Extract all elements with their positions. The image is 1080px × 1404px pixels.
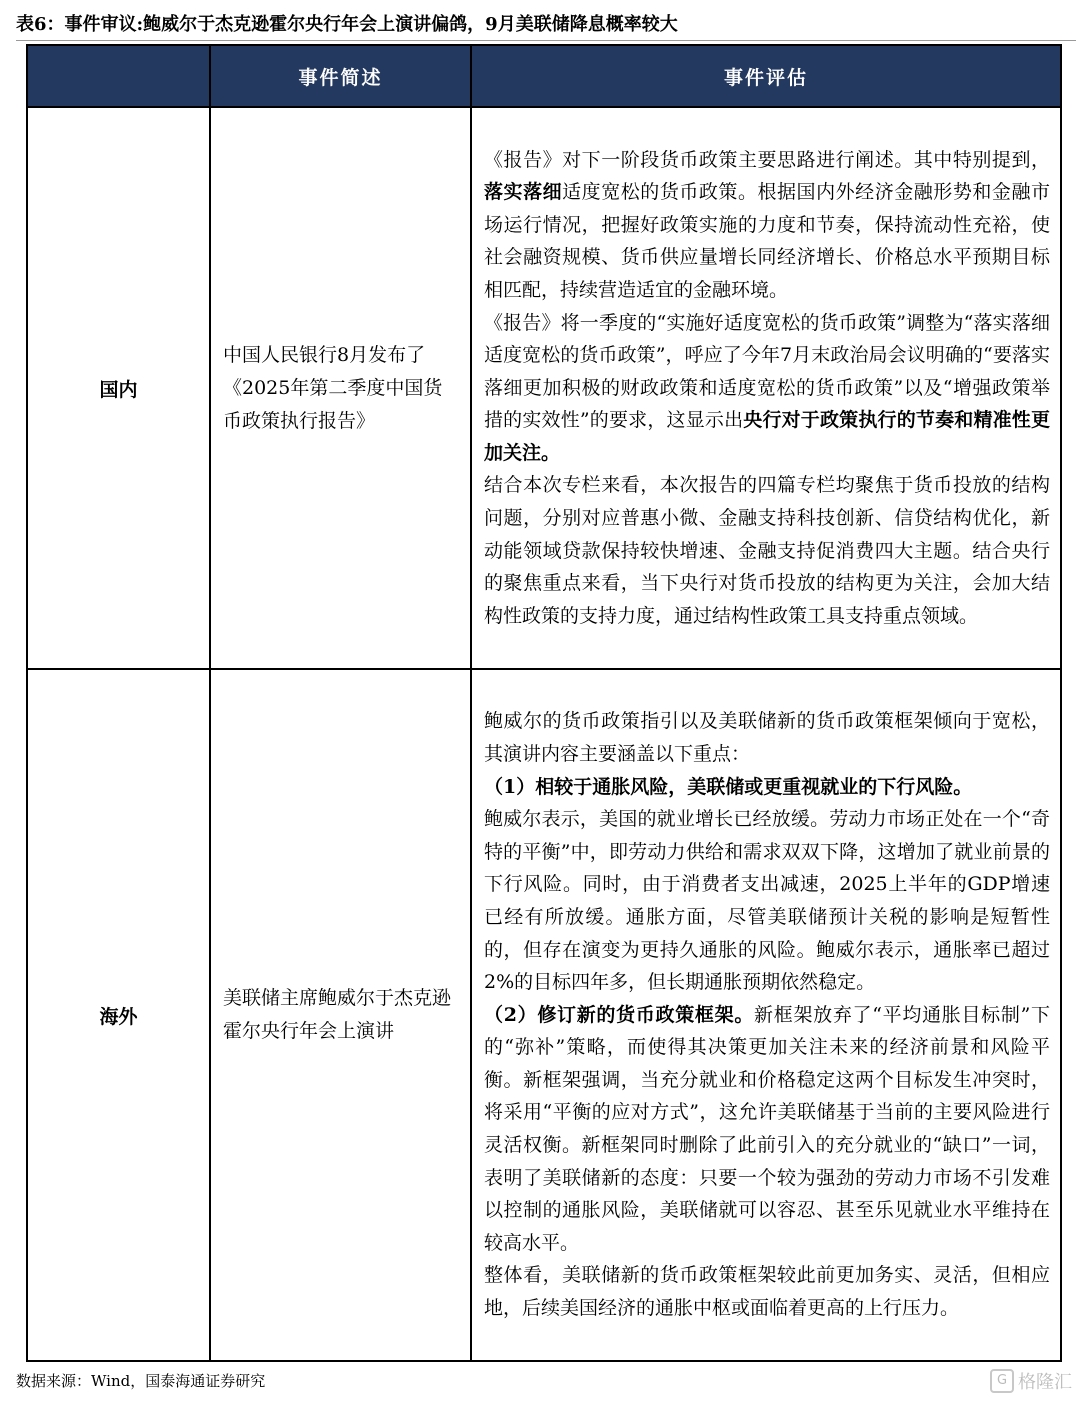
evaluation-domestic [471, 107, 1061, 669]
title-divider [16, 40, 1076, 41]
emphasis-text: （1）相较于通胀风险，美联储或更重视就业的下行风险。 [484, 775, 973, 798]
region-overseas: 海外 [27, 669, 210, 1361]
evaluation-paragraph [484, 803, 1050, 999]
evaluation-paragraph [484, 307, 1050, 470]
watermark-logo-icon: G [990, 1369, 1014, 1393]
table-title: 表6：事件审议:鲍威尔于杰克逊霍尔央行年会上演讲偏鸽，9月美联储降息概率较大 [16, 14, 678, 35]
table-row-domestic [27, 107, 1061, 669]
summary-overseas: 美联储主席鲍威尔于杰克逊霍尔央行年会上演讲 [210, 669, 471, 1361]
evaluation-paragraph [484, 999, 1050, 1260]
watermark-text: 格隆汇 [1018, 1372, 1072, 1393]
watermark [990, 1368, 1072, 1394]
evaluation-paragraph [484, 771, 1050, 804]
evaluation-overseas [471, 669, 1061, 1361]
evaluation-paragraph [484, 705, 1050, 770]
emphasis-text: 落实落细 [484, 181, 563, 204]
source-note: 数据来源：Wind，国泰海通证券研究 [16, 1372, 266, 1390]
summary-domestic: 中国人民银行8月发布了《2025年第二季度中国货币政策执行报告》 [210, 107, 471, 669]
emphasis-text: 央行对于政策执行的节奏和精准性更加关注。 [484, 409, 1050, 464]
header-summary: 事件简述 [210, 45, 471, 107]
event-table [26, 44, 1062, 1362]
evaluation-paragraph [484, 469, 1050, 632]
body-text: 《报告》对下一阶段货币政策主要思路进行阐述。其中特别提到， [484, 148, 1050, 171]
table-row-overseas [27, 669, 1061, 1361]
body-text: 整体看，美联储新的货币政策框架较此前更加务实、灵活，但相应地，后续美国经济的通胀中枢或面临着更高的上行压力。 [484, 1264, 1050, 1320]
header-region [27, 45, 210, 107]
evaluation-paragraph [484, 1259, 1050, 1324]
table-header-row [27, 45, 1061, 107]
body-text: 结合本次专栏来看，本次报告的四篇专栏均聚焦于货币投放的结构问题，分别对应普惠小微、金融支持科技创新、信贷结构优化，新动能领域贷款保持较快增速、金融支持促消费四大主题。结合央行的聚焦重点来看，当下央行对货币投放的结构更为关注，会加大结构性政策的支持力度，通过结构性政策工具支持重点领域。 [484, 474, 1050, 627]
region-domestic: 国内 [27, 107, 210, 669]
body-text: 新框架放弃了“平均通胀目标制”下的“弥补”策略，而使得其决策更加关注未来的经济前景和风险平衡。新框架强调，当充分就业和价格稳定这两个目标发生冲突时，将采用“平衡的应对方式”，这允许美联储基于当前的主要风险进行灵活权衡。新框架同时删除了此前引入的充分就业的“缺口”一词，表明了美联储新的态度：只要一个较为强劲的劳动力市场不引发难以控制的通胀风险，美联储就可以容忍、甚至乐见就业水平维持在较高水平。 [484, 1003, 1050, 1254]
emphasis-text: （2）修订新的货币政策框架。 [484, 1003, 755, 1026]
body-text: 鲍威尔的货币政策指引以及美联储新的货币政策框架倾向于宽松，其演讲内容主要涵盖以下重点： [484, 710, 1050, 765]
body-text: 《报告》将一季度的“实施好适度宽松的货币政策”调整为“落实落细适度宽松的货币政策”，呼应了今年7月末政治局会议明确的“要落实落细更加积极的财政政策和适度宽松的货币政策”以及“增强政策举措的实效性”的要求，这显示出 [484, 311, 1050, 432]
body-text: 适度宽松的货币政策。根据国内外经济金融形势和金融市场运行情况，把握好政策实施的力度和节奏，保持流动性充裕，使社会融资规模、货币供应量增长同经济增长、价格总水平预期目标相匹配，持续营造适宜的金融环境。 [484, 181, 1050, 301]
evaluation-paragraph [484, 144, 1050, 307]
body-text: 鲍威尔表示，美国的就业增长已经放缓。劳动力市场正处在一个“奇特的平衡”中，即劳动力供给和需求双双下降，这增加了就业前景的下行风险。同时，由于消费者支出减速，2025上半年的GDP增速已经有所放缓。通胀方面，尽管美联储预计关税的影响是短暂性的，但存在演变为更持久通胀的风险。鲍威尔表示，通胀率已超过2%的目标四年多，但长期通胀预期依然稳定。 [484, 808, 1050, 994]
header-evaluation: 事件评估 [471, 45, 1061, 107]
